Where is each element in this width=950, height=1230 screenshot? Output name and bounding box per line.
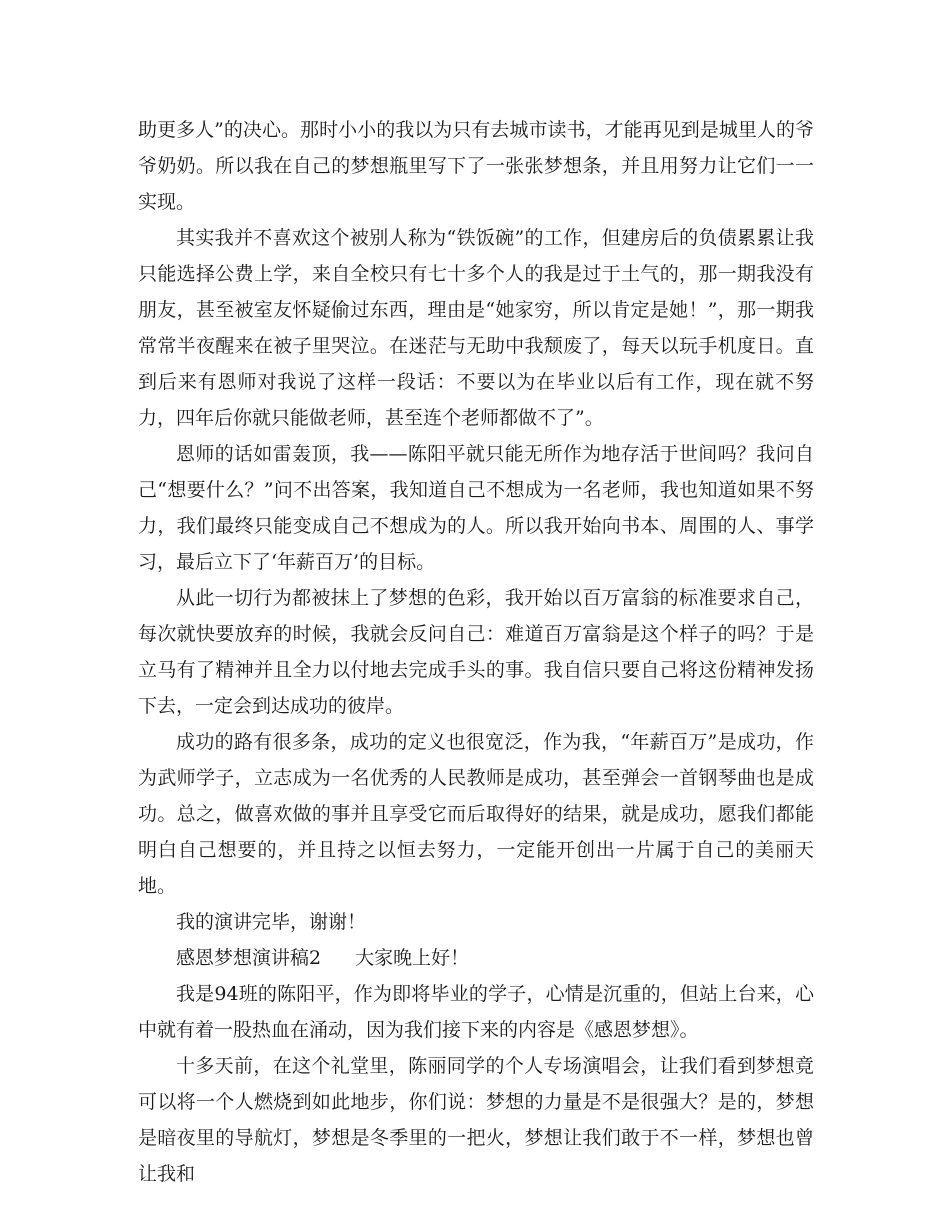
document-body	[138, 112, 814, 1192]
paragraph-5: 成功的路有很多条，成功的定义也很宽泛，作为我，“年薪百万”是成功，作为武师学子，立志成为一名优秀的人民教师是成功，甚至弹会一首钢琴曲也是成功。总之，做喜欢做的事并且享受它而后取得好的结果，就是成功，愿我们都能明白自己想要的，并且持之以恒去努力，一定能开创出一片属于自己的美丽天地。	[138, 731, 814, 897]
paragraph-2: 其实我并不喜欢这个被别人称为“铁饭碗”的工作，但建房后的负债累累让我只能选择公费上学，来自全校只有七十多个人的我是过于土气的，那一期我没有朋友，甚至被室友怀疑偷过东西，理由是“她家穷，所以肯定是她！”，那一期我常常半夜醒来在被子里哭泣。在迷茫与无助中我颓废了，每天以玩手机度日。直到后来有恩师对我说了这样一段话：不要以为在毕业以后有工作，现在就不努力，四年后你就只能做老师，甚至连个老师都做不了”。	[138, 227, 814, 429]
heading-greeting: 大家晚上好！	[355, 947, 470, 969]
paragraph-4: 从此一切行为都被抹上了梦想的色彩，我开始以百万富翁的标准要求自己，每次就快要放弃的时候，我就会反问自己：难道百万富翁是这个样子的吗？于是立马有了精神并且全力以付地去完成手头的事。我自信只要自己将这份精神发扬下去，一定会到达成功的彼岸。	[138, 587, 814, 717]
heading-title: 感恩梦想演讲稿2	[176, 947, 322, 969]
paragraph-3: 恩师的话如雷轰顶，我——陈阳平就只能无所作为地存活于世间吗？我问自己“想要什么？”问不出答案，我知道自己不想成为一名老师，我也知道如果不努力，我们最终只能变成自己不想成为的人。所以我开始向书本、周围的人、事学习，最后立下了‘年薪百万’的目标。	[138, 443, 814, 573]
paragraph-6: 我的演讲完毕，谢谢！	[176, 911, 367, 933]
paragraph-8: 十多天前，在这个礼堂里，陈丽同学的个人专场演唱会，让我们看到梦想竟可以将一个人燃烧到如此地步，你们说：梦想的力量是不是很强大？是的，梦想是暗夜里的导航灯，梦想是冬季里的一把火，梦想让我们敢于不一样，梦想也曾让我和	[138, 1055, 814, 1185]
paragraph-1: 助更多人”的决心。那时小小的我以为只有去城市读书，才能再见到是城里人的爷爷奶奶。所以我在自己的梦想瓶里写下了一张张梦想条，并且用努力让它们一一实现。	[138, 119, 814, 213]
speech-heading	[138, 940, 814, 976]
paragraph-7: 我是94班的陈阳平，作为即将毕业的学子，心情是沉重的，但站上台来，心中就有着一股热血在涌动，因为我们接下来的内容是《感恩梦想》。	[138, 983, 814, 1041]
